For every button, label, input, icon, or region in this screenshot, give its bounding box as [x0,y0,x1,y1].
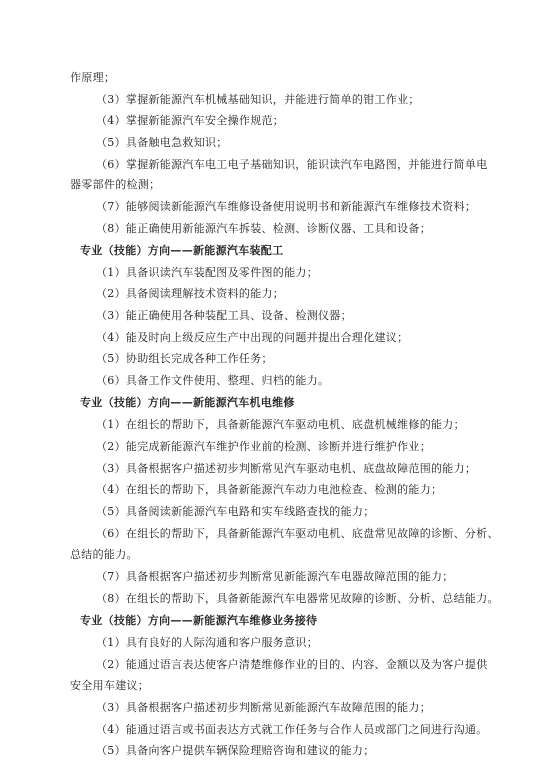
text-line: （5）具备触电急救知识； [96,136,228,149]
text-line: （6）具备工作文件使用、整理、归档的能力。 [96,374,330,387]
section-heading: 专业（技能）方向——新能源汽车机电维修 [80,396,295,409]
text-line: （1）在组长的帮助下，具备新能源汽车驱动电机、底盘机械维修的能力； [96,418,465,431]
text-line: 作原理； [70,71,116,84]
text-line: （8）在组长的帮助下，具备新能源汽车电器常见故障的诊断、分析、总结能力。 [96,592,499,605]
text-line: （2）能完成新能源汽车维护作业前的检测、诊断并进行维护作业； [96,440,431,453]
text-line: （4）能通过语言或书面表达方式就工作任务与合作人员或部门之间进行沟通。 [96,723,488,736]
text-line: （7）能够阅读新能源汽车维修设备使用说明书和新能源汽车维修技术资料； [96,200,477,213]
text-line: （2）具备阅读理解技术资料的能力； [96,287,285,300]
text-line: （1）具备识读汽车装配图及零件图的能力； [96,266,318,279]
text-line: （5）协助组长完成各种工作任务； [96,352,273,365]
text-line: （4）能及时向上级反应生产中出现的问题并提出合理化建议； [96,331,409,344]
text-line: （6）掌握新能源汽车电工电子基础知识，能识读汽车电路图，并能进行简单电 [96,158,488,171]
text-line: （7）具备根据客户描述初步判断常见新能源汽车电器故障范围的能力； [96,570,454,583]
text-line: （6）在组长的帮助下，具备新能源汽车驱动电机、底盘常见故障的诊断、分析、 [96,527,499,540]
text-line: （4）在组长的帮助下，具备新能源汽车动力电池检查、检测的能力； [96,483,443,496]
text-line: （8）能正确使用新能源汽车拆装、检测、诊断仪器、工具和设备； [96,222,431,235]
text-line: 安全用车建议； [70,679,150,692]
text-line: （4）掌握新能源汽车安全操作规范； [96,114,285,127]
text-line: 器零部件的检测； [70,178,161,191]
text-line: （3）掌握新能源汽车机械基础知识，并能进行简单的钳工作业； [96,93,420,106]
text-line: （3）能正确使用各种装配工具、设备、检测仪器； [96,309,352,322]
text-line: （5）具备阅读新能源汽车电路和实车线路查找的能力； [96,505,375,518]
text-line: （2）能通过语言表达使客户清楚维修作业的目的、内容、金额以及为客户提供 [96,658,488,671]
text-line: （5）具备向客户提供车辆保险理赔咨询和建议的能力； [96,744,375,757]
section-heading: 专业（技能）方向——新能源汽车装配工 [80,244,284,257]
section-heading: 专业（技能）方向——新能源汽车维修业务接待 [80,614,318,627]
text-line: （3）具备根据客户描述初步判断常见汽车驱动电机、底盘故障范围的能力； [96,462,477,475]
text-line: 总结的能力。 [70,548,138,561]
text-line: （1）具有良好的人际沟通和客户服务意识； [96,636,318,649]
text-line: （3）具备根据客户描述初步判断常见新能源汽车故障范围的能力； [96,701,431,714]
